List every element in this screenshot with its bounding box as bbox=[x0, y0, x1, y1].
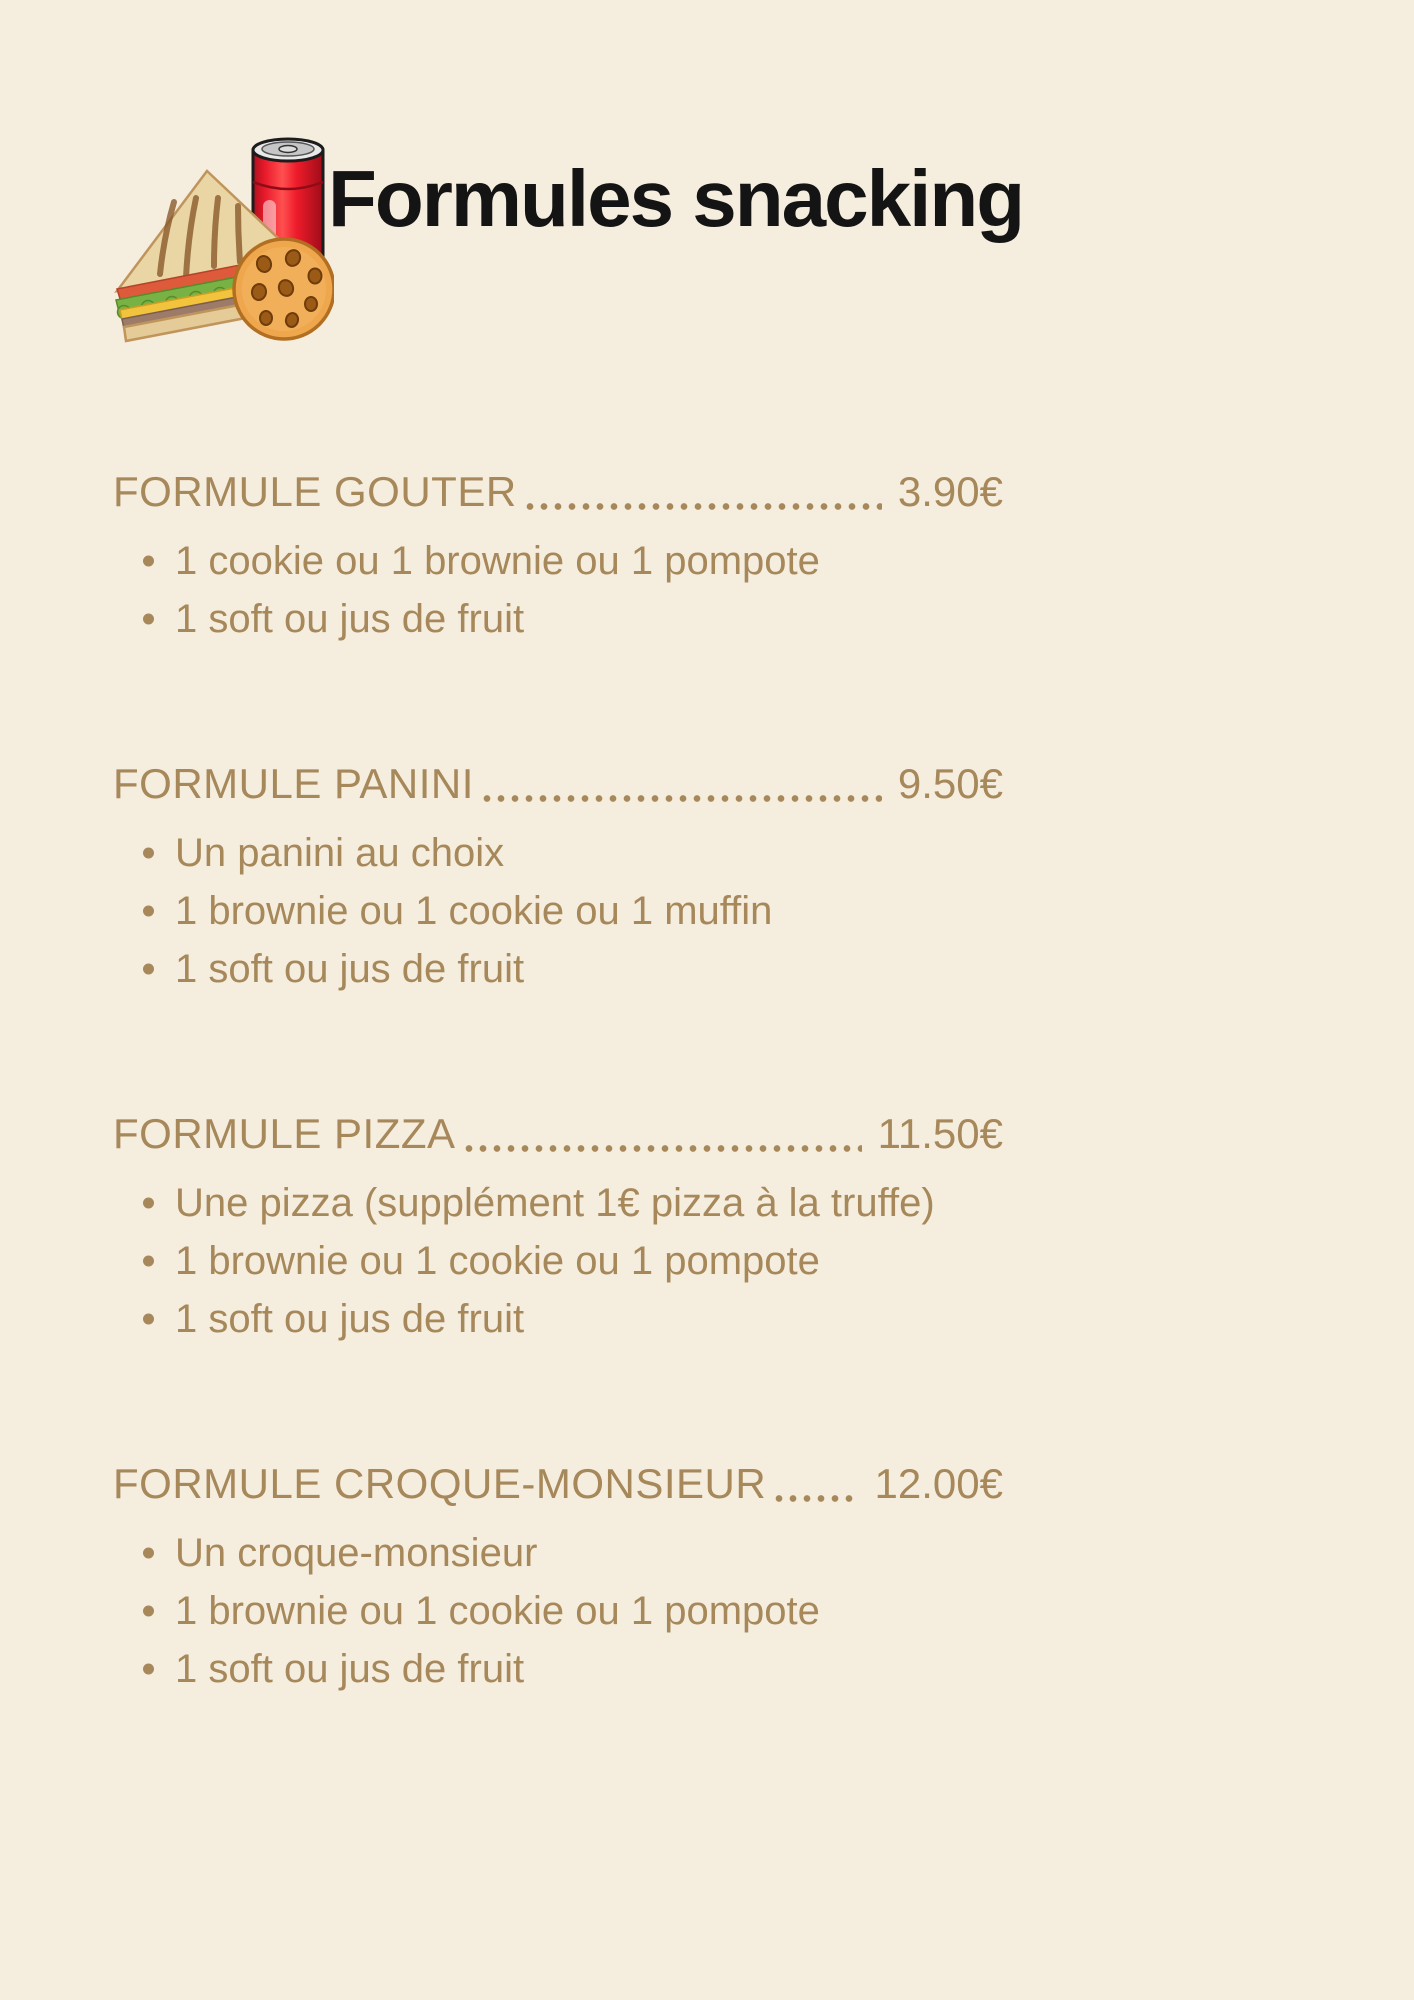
formula-items bbox=[113, 824, 1003, 998]
formula-name: FORMULE PIZZA bbox=[113, 1110, 456, 1157]
formula-items bbox=[113, 1524, 1003, 1698]
formula-item: 1 soft ou jus de fruit bbox=[113, 940, 1003, 998]
formula-row bbox=[113, 760, 1003, 808]
formula-name: FORMULE PANINI bbox=[113, 760, 474, 807]
formula-item: 1 soft ou jus de fruit bbox=[113, 1290, 1003, 1348]
formula-row bbox=[113, 468, 1003, 516]
formula-item: Une pizza (supplément 1€ pizza à la truffe) bbox=[113, 1174, 1003, 1232]
page-title: Formules snacking bbox=[328, 154, 1024, 243]
menu-section-panini bbox=[113, 760, 1003, 998]
formula-price: 9.50€ bbox=[897, 760, 1003, 807]
formula-item: 1 brownie ou 1 cookie ou 1 muffin bbox=[113, 882, 1003, 940]
formula-item: 1 soft ou jus de fruit bbox=[113, 1640, 1003, 1698]
menu-section-pizza bbox=[113, 1110, 1003, 1348]
formula-price: 3.90€ bbox=[897, 468, 1003, 515]
formula-item: 1 brownie ou 1 cookie ou 1 pompote bbox=[113, 1582, 1003, 1640]
formula-item: Un panini au choix bbox=[113, 824, 1003, 882]
formula-price: 11.50€ bbox=[877, 1110, 1003, 1157]
formula-row bbox=[113, 1460, 1003, 1508]
menu-section-gouter bbox=[113, 468, 1003, 648]
cookie-icon bbox=[234, 239, 334, 339]
menu-list bbox=[113, 468, 1003, 1810]
dotted-leader bbox=[462, 1145, 862, 1152]
formula-items bbox=[113, 532, 1003, 648]
dotted-leader bbox=[772, 1495, 858, 1502]
formula-item: Un croque-monsieur bbox=[113, 1524, 1003, 1582]
snack-illustration bbox=[112, 106, 334, 344]
dotted-leader bbox=[523, 503, 882, 510]
formula-price: 12.00€ bbox=[874, 1460, 1003, 1507]
menu-section-croque-monsieur bbox=[113, 1460, 1003, 1698]
formula-items bbox=[113, 1174, 1003, 1348]
formula-name: FORMULE GOUTER bbox=[113, 468, 517, 515]
formula-item: 1 brownie ou 1 cookie ou 1 pompote bbox=[113, 1232, 1003, 1290]
header bbox=[112, 106, 1023, 344]
formula-name: FORMULE CROQUE-MONSIEUR bbox=[113, 1460, 767, 1507]
formula-item: 1 soft ou jus de fruit bbox=[113, 590, 1003, 648]
dotted-leader bbox=[480, 795, 882, 802]
formula-item: 1 cookie ou 1 brownie ou 1 pompote bbox=[113, 532, 1003, 590]
formula-row bbox=[113, 1110, 1003, 1158]
